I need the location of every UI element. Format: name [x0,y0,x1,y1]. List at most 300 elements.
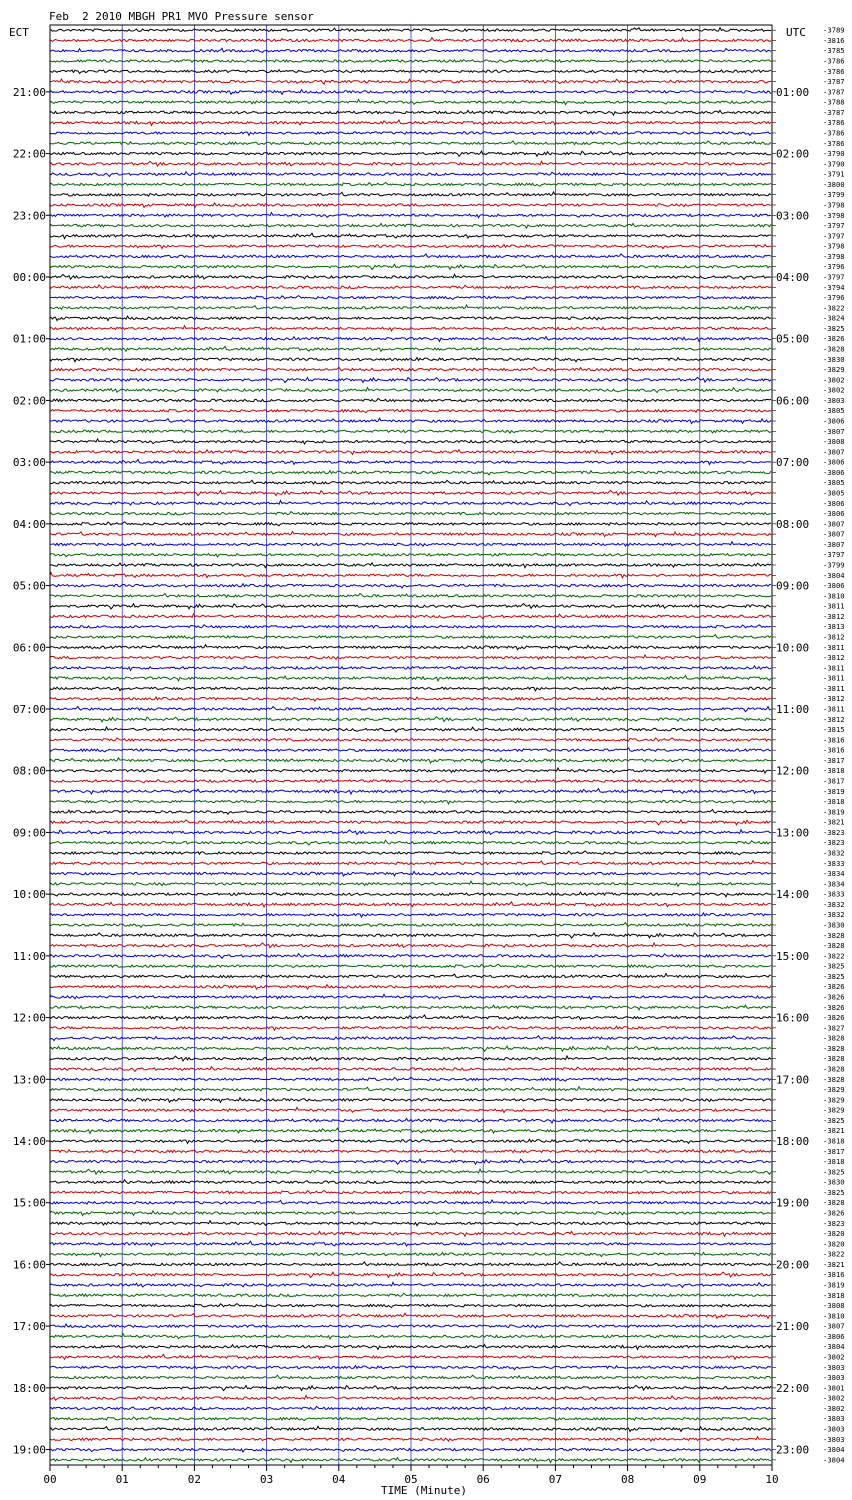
trace-offset-label: -3824 [823,313,845,323]
trace-offset-label: -3819 [823,807,845,817]
trace-offset-labels [772,26,845,1465]
right-hour-label: 19:00 [776,1196,810,1210]
trace-line [50,418,771,423]
trace-line [50,1426,771,1431]
trace-line [50,1293,771,1296]
trace-offset-label: -3826 [823,1013,845,1023]
x-tick-label: 06 [476,1473,490,1486]
trace-offset-label: -3816 [823,735,845,745]
trace-line [50,738,771,741]
trace-offset-label: -3805 [823,406,845,416]
trace-line [50,1067,771,1072]
trace-line [50,120,771,125]
trace-offset-label: -3818 [823,1157,845,1167]
right-hour-label: 02:00 [776,147,810,161]
trace-line [50,1396,771,1401]
trace-line [50,1149,771,1153]
trace-line [50,305,771,309]
trace-line [50,151,771,156]
left-hour-label: 14:00 [12,1135,46,1148]
right-hour-label: 11:00 [776,703,810,716]
trace-offset-label: -3818 [823,766,845,776]
trace-line [50,954,771,959]
trace-offset-label: -3830 [823,1177,845,1187]
trace-line [50,285,771,289]
trace-offset-label: -3789 [823,25,845,35]
trace-offset-label: -3805 [823,478,845,488]
trace-line [50,717,771,722]
x-axis-ticks [43,1465,778,1486]
trace-line [50,697,771,701]
trace-offset-label: -3826 [823,1208,845,1218]
right-hour-label: 01:00 [776,85,810,99]
trace-offset-label: -3786 [823,118,845,128]
trace-offset-label: -3833 [823,889,845,899]
trace-line [50,203,771,208]
trace-line [50,1252,771,1256]
trace-line [50,542,771,547]
trace-offset-label: -3800 [823,179,845,189]
right-hour-label: 17:00 [776,1073,810,1087]
trace-line [50,1159,771,1164]
trace-offset-label: -3802 [823,1403,845,1413]
trace-line [50,38,771,42]
trace-line [50,377,771,382]
trace-line [50,645,771,650]
x-tick-label: 02 [187,1473,202,1486]
trace-offset-label: -3806 [823,498,845,508]
right-hour-label: 06:00 [776,394,810,408]
trace-offset-label: -3787 [823,87,845,97]
trace-offset-label: -3817 [823,1146,845,1156]
trace-line [50,748,771,752]
trace-line [50,183,771,187]
trace-offset-label: -3826 [823,992,845,1002]
trace-line [50,388,771,393]
trace-offset-label: -3825 [823,971,845,981]
trace-line [50,1272,771,1277]
trace-line [50,830,771,835]
trace-line [50,943,771,948]
trace-line [50,1087,771,1091]
trace-line [50,1026,771,1030]
trace-offset-label: -3825 [823,1115,845,1125]
trace-line [50,573,771,578]
trace-offset-label: -3786 [823,128,845,138]
trace-offset-label: -3811 [823,663,845,673]
trace-line [50,1324,771,1328]
trace-offset-label: -3822 [823,951,845,961]
trace-offset-label: -3828 [823,930,845,940]
trace-offset-label: -3819 [823,786,845,796]
trace-line [50,625,771,628]
trace-offset-label: -3822 [823,1249,845,1259]
trace-line [50,1354,771,1359]
trace-line [50,676,771,681]
trace-offset-label: -3799 [823,190,845,200]
trace-line [50,727,771,732]
trace-offset-label: -3828 [823,941,845,951]
trace-line [50,1334,771,1339]
trace-line [50,512,771,515]
trace-line [50,522,771,526]
trace-offset-label: -3791 [823,169,845,179]
trace-line [50,1313,771,1318]
trace-offset-label: -3806 [823,509,845,519]
trace-offset-label: -3796 [823,293,845,303]
trace-line [50,48,771,52]
trace-line [50,881,771,886]
trace-offset-label: -3813 [823,622,845,632]
trace-line [50,79,771,84]
trace-line [50,358,771,362]
trace-line [50,90,771,95]
trace-offset-label: -3821 [823,1259,845,1269]
trace-offset-label: -3804 [823,1342,845,1352]
trace-offset-label: -3825 [823,1187,845,1197]
left-hour-label: 09:00 [12,826,46,840]
trace-offset-label: -3828 [823,1054,845,1064]
trace-offset-label: -3826 [823,1002,845,1012]
trace-line [50,501,771,506]
trace-line [50,851,771,855]
left-hour-label: 17:00 [12,1320,46,1334]
trace-offset-label: -3790 [823,149,845,159]
trace-offset-label: -3811 [823,673,845,683]
trace-offset-label: -3820 [823,1239,845,1249]
trace-line [50,655,771,660]
trace-offset-label: -3812 [823,653,845,663]
trace-line [50,1098,771,1103]
trace-line [50,1005,771,1010]
left-hour-label: 00:00 [12,271,46,284]
left-hour-labels [13,86,50,1457]
trace-line [50,820,771,825]
right-hour-label: 08:00 [776,517,810,531]
trace-offset-label: -3786 [823,66,845,76]
trace-offset-label: -3804 [823,1455,845,1465]
right-hour-label: 18:00 [776,1135,810,1148]
left-hour-label: 11:00 [12,949,46,963]
trace-offset-label: -3826 [823,334,845,344]
trace-line [50,584,771,588]
trace-offset-label: -3811 [823,704,845,714]
trace-offset-label: -3823 [823,1218,845,1228]
trace-offset-label: -3828 [823,1064,845,1074]
trace-line [50,1417,771,1421]
right-hour-label: 22:00 [776,1381,810,1395]
trace-line [50,913,771,917]
x-tick-label: 00 [43,1473,57,1486]
trace-offset-label: -3812 [823,611,845,621]
trace-offset-label: -3802 [823,385,845,395]
right-hour-label: 09:00 [776,579,810,593]
left-hour-label: 02:00 [12,394,46,408]
trace-offset-label: -3821 [823,817,845,827]
trace-line [50,439,771,444]
trace-line [50,460,771,465]
trace-line [50,666,771,671]
trace-offset-label: -3797 [823,272,845,282]
trace-offset-label: -3812 [823,694,845,704]
trace-line [50,1385,771,1390]
trace-offset-label: -3799 [823,560,845,570]
trace-offset-label: -3822 [823,303,845,313]
trace-line [50,409,771,413]
trace-line [50,1128,771,1133]
left-hour-label: 16:00 [12,1258,46,1272]
trace-line [50,985,771,990]
trace-offset-label: -3798 [823,241,845,251]
trace-offset-label: -3829 [823,365,845,375]
trace-line [50,994,771,999]
trace-line [50,99,771,104]
trace-line [50,326,771,331]
trace-offset-label: -3804 [823,1445,845,1455]
trace-line [50,480,771,484]
x-axis-label: TIME (Minute) [380,1484,468,1497]
trace-offset-label: -3828 [823,1198,845,1208]
trace-offset-label: -3808 [823,437,845,447]
trace-offset-label: -3830 [823,354,845,364]
trace-line [50,531,771,536]
trace-offset-label: -3832 [823,910,845,920]
trace-offset-label: -3806 [823,467,845,477]
trace-offset-label: -3803 [823,1434,845,1444]
trace-line [50,810,771,815]
trace-offset-label: -3802 [823,1352,845,1362]
trace-offset-label: -3786 [823,138,845,148]
right-hour-label: 05:00 [776,332,810,346]
trace-offset-label: -3820 [823,1229,845,1239]
trace-line [50,563,771,568]
left-hour-label: 18:00 [12,1381,46,1395]
trace-offset-label: -3819 [823,1280,845,1290]
trace-line [50,1366,771,1370]
trace-line [50,1036,771,1041]
trace-offset-label: -3827 [823,1023,845,1033]
traces [50,28,771,1463]
left-hour-label: 22:00 [12,147,46,161]
trace-offset-label: -3803 [823,1362,845,1372]
trace-offset-label: -3829 [823,1105,845,1115]
vertical-gridlines [122,25,700,1465]
right-hour-label: 10:00 [776,641,810,655]
trace-line [50,1046,771,1051]
x-tick-label: 08 [620,1473,635,1486]
trace-offset-label: -3834 [823,869,845,879]
trace-line [50,1107,771,1112]
left-hour-label: 08:00 [12,764,46,778]
right-axis-label: UTC [786,26,806,39]
trace-offset-label: -3825 [823,961,845,971]
trace-offset-label: -3806 [823,416,845,426]
trace-line [50,1241,771,1246]
trace-line [50,141,771,145]
trace-line [50,70,771,74]
trace-line [50,60,771,63]
trace-offset-label: -3790 [823,159,845,169]
trace-offset-label: -3807 [823,426,845,436]
right-hour-label: 23:00 [776,1443,810,1457]
right-hour-label: 15:00 [776,949,810,963]
trace-offset-label: -3816 [823,1270,845,1280]
trace-offset-label: -3826 [823,982,845,992]
trace-line [50,1345,771,1350]
trace-line [50,707,771,712]
trace-offset-label: -3786 [823,56,845,66]
trace-line [50,1200,771,1204]
trace-line [50,110,771,115]
trace-offset-label: -3810 [823,591,845,601]
right-hour-label: 14:00 [776,888,810,902]
trace-line [50,430,771,433]
trace-offset-label: -3811 [823,642,845,652]
trace-line [50,604,771,609]
right-hour-label: 03:00 [776,209,810,223]
trace-line [50,213,771,218]
right-hour-label: 07:00 [776,456,810,470]
trace-offset-label: -3805 [823,488,845,498]
trace-line [50,614,771,619]
trace-offset-label: -3830 [823,920,845,930]
trace-offset-label: -3810 [823,1311,845,1321]
trace-line [50,192,771,196]
trace-line [50,471,771,475]
trace-offset-label: -3787 [823,77,845,87]
left-hour-label: 04:00 [12,517,46,531]
trace-offset-label: -3828 [823,344,845,354]
trace-offset-label: -3796 [823,262,845,272]
trace-line [50,594,771,598]
trace-line [50,1407,771,1410]
trace-offset-label: -3832 [823,848,845,858]
trace-line [50,1118,771,1123]
right-hour-labels [776,86,809,1457]
x-tick-label: 03 [259,1473,274,1486]
trace-line [50,28,771,32]
trace-line [50,233,771,238]
trace-offset-label: -3798 [823,200,845,210]
trace-line [50,316,771,321]
trace-offset-label: -3829 [823,1085,845,1095]
trace-line [50,964,771,968]
trace-offset-label: -3808 [823,1301,845,1311]
trace-offset-label: -3807 [823,447,845,457]
trace-line [50,274,771,279]
trace-offset-label: -3825 [823,1167,845,1177]
trace-line [50,490,771,495]
trace-line [50,1139,771,1143]
trace-offset-label: -3812 [823,632,845,642]
trace-offset-label: -3803 [823,395,845,405]
trace-line [50,974,771,978]
trace-offset-label: -3806 [823,581,845,591]
trace-offset-label: -3812 [823,714,845,724]
trace-offset-label: -3797 [823,550,845,560]
trace-line [50,264,771,269]
trace-offset-label: -3801 [823,1383,845,1393]
trace-offset-label: -3797 [823,231,845,241]
left-hour-label: 01:00 [12,332,46,346]
trace-offset-label: -3818 [823,1136,845,1146]
trace-line [50,687,771,691]
trace-offset-label: -3818 [823,797,845,807]
right-hour-label: 12:00 [776,764,810,778]
trace-line [50,768,771,773]
trace-line [50,1056,771,1061]
trace-offset-label: -3807 [823,519,845,529]
trace-line [50,789,771,794]
trace-line [50,244,771,248]
trace-offset-label: -3802 [823,1393,845,1403]
trace-offset-label: -3828 [823,1043,845,1053]
trace-line [50,871,771,876]
right-hour-label: 21:00 [776,1320,810,1334]
trace-offset-label: -3833 [823,858,845,868]
trace-line [50,1180,771,1184]
right-hour-label: 20:00 [776,1258,810,1272]
trace-line [50,367,771,371]
trace-line [50,1282,771,1287]
trace-line [50,1458,771,1463]
trace-line [50,346,771,351]
trace-offset-label: -3825 [823,323,845,333]
trace-offset-label: -3815 [823,725,845,735]
left-hour-label: 23:00 [12,209,46,223]
trace-line [50,554,771,558]
trace-offset-label: -3807 [823,529,845,539]
trace-line [50,399,771,402]
trace-offset-label: -3834 [823,879,845,889]
trace-offset-label: -3785 [823,46,845,56]
trace-offset-label: -3804 [823,570,845,580]
trace-line [50,861,771,865]
trace-offset-label: -3823 [823,838,845,848]
trace-offset-label: -3806 [823,457,845,467]
trace-line [50,161,771,166]
trace-line [50,1191,771,1195]
x-tick-label: 05 [404,1473,418,1486]
trace-offset-label: -3829 [823,1095,845,1105]
trace-offset-label: -3828 [823,1074,845,1084]
trace-offset-label: -3823 [823,827,845,837]
trace-line [50,1231,771,1236]
trace-line [50,779,771,783]
trace-line [50,1262,771,1266]
trace-line [50,892,771,897]
left-hour-label: 12:00 [12,1011,46,1025]
trace-line [50,758,771,763]
trace-line [50,1375,771,1379]
left-hour-label: 19:00 [12,1443,46,1457]
trace-offset-label: -3832 [823,899,845,909]
trace-line [50,1437,771,1442]
x-tick-label: 04 [332,1473,346,1486]
trace-line [50,902,771,907]
trace-line [50,1448,771,1452]
trace-offset-label: -3811 [823,683,845,693]
trace-line [50,223,771,228]
trace-offset-label: -3821 [823,1126,845,1136]
x-tick-label: 09 [693,1473,707,1486]
trace-line [50,1221,771,1226]
right-hour-label: 13:00 [776,826,810,840]
trace-line [50,840,771,845]
trace-line [50,296,771,300]
trace-offset-label: -3794 [823,282,845,292]
trace-offset-label: -3798 [823,210,845,220]
